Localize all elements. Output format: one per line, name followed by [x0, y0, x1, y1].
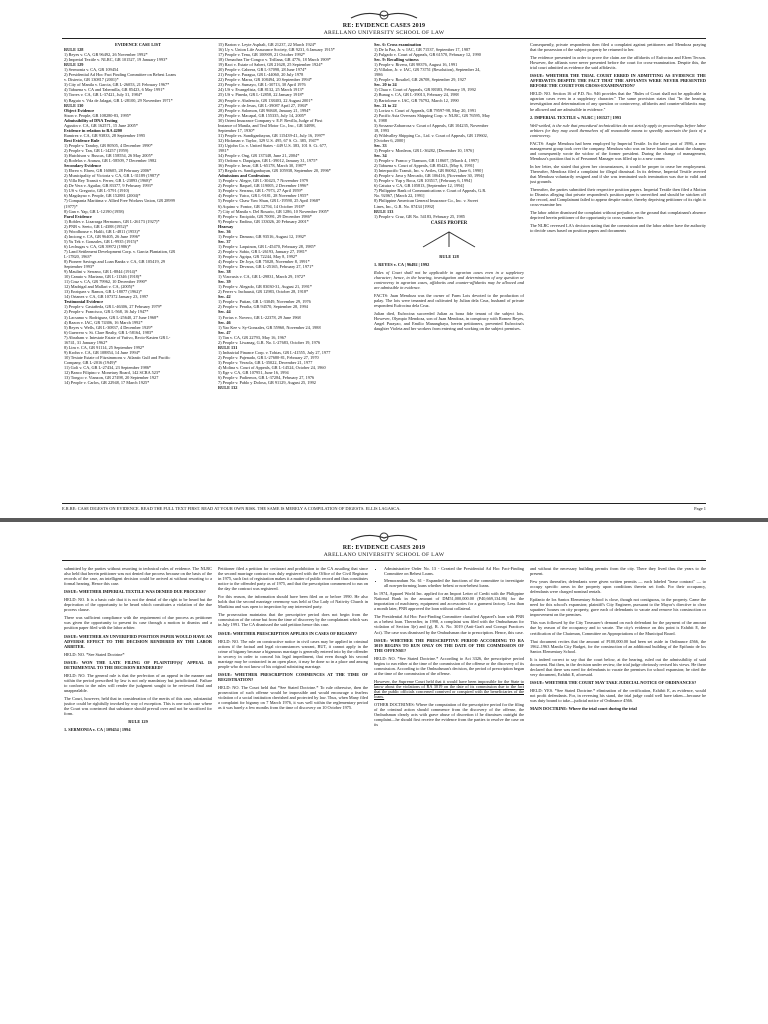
digest-paragraph: There was sufficient compliance with the requirement of due process as petitioner was given the opportunity to present its case through a motion to dismiss and a position paper filed with the labor arbiter. [64, 615, 212, 631]
digest-paragraph: Well-settled, is the rule that procedural technicalities do not strictly apply to proceedings before labor arbiters for they may avail themselves of all reasonable means to speedily ascertain the facts of a controversy. [530, 122, 706, 138]
case-list-entry: 6) Lechugas v. CA, GR 39972 (1986)* [64, 243, 131, 249]
section-heading: Admissions and Confessions [218, 173, 270, 179]
section-heading: Sec. 42 [218, 294, 231, 300]
section-heading: ISSUE: WHETHER THE TRIAL COURT ERRED IN ADMITTING AS EVIDENCE THE AFFIDAVITS DESPITE THE FACT THAT THE AFFIANTS WERE NEVER PRESENTED BEFORE THE COURT FOR CROSS-EXAMINATION? [530, 73, 706, 89]
case-list-entry: 12) Banco Filipino v. Monetary Board, 142 SCRA 523* [64, 370, 161, 376]
case-list-entry: 4) Tabuena v. CA and Tabernilla, GR 85423, 6 May 1991* [64, 87, 165, 93]
section-heading: Sec. 47 [218, 329, 231, 335]
digest-paragraph: In 1974, Apparel World Inc. applied for an Import Letter of Credit with the Philippine National Bank in the amount of DM51,000,000.00 (P40,669,134.86) for the importation of machinery, equipment and accessories for a garment factory. Less than a month later, PNB approved the loan without collateral. [374, 591, 524, 612]
case-list-entry: 33) Upjohn Co. v. United States - 449 U.S. 383, 101 S. Ct. 677, [218, 142, 328, 148]
case-list-entry: 26) People v. Abalencio, GR 138403, 22 August 2001* [218, 97, 313, 103]
case-list-entry: 4) Rodelas v. Aranza, GR L-58509, 7 December 1982 [64, 158, 157, 164]
section-heading: Sec. 39 [218, 279, 231, 285]
digest-paragraph: HELD: YES. *See Stated Doctrine.* elimination of the certification, Exhibit E, as evidence, would not profit defendants. For, in reversing his stand, the trial judge could well have taken—because he was duty bound to take—judicial notice of Ordinance 4566. [530, 687, 706, 704]
cases-proper-diagram-icon [419, 229, 479, 251]
case-list-entry: 1) Robles v. Lizarraga Hermanos, GR L-26173 (1927)* [64, 218, 160, 224]
case-list-entry: 2) Bunag v. CA, GR L-39013, February 24, 1988 [374, 92, 459, 98]
case-list-entry: 7) Abraham v. Intestate Estate of Yutivo, Recto-Kasten GR L- [64, 334, 171, 340]
section-heading: ISSUE: WHETHER PRESCRIPTION COMMENCES AT THE TIME OF REGISTRATION? [218, 671, 368, 682]
digest-paragraph: HELD: NO. *See Stated Doctrine.* According to Act 3326, the prescriptive period begins to run either at the time of the commission of the offense or the discovery of its commission. According to the Ombudsman's decision, the period of prescription began at the time of the commission of the offense. [374, 655, 524, 676]
case-list-entry: 28) People v. Salomon, GR 96848, January 21, 1994* [218, 107, 311, 113]
bullet-item: • Administrative Order No. 13 - Created the Presidential Ad Hoc Fact-Finding Committee on Behest Loans. [384, 566, 524, 576]
section-heading: RULE 131 [218, 344, 238, 350]
footer-disclaimer: E.R.RE: CASE DIGESTS ON EVIDENCE. READ THE FULL TEXT FIRST. READ AT YOUR OWN RISK. THE SAME IS MERELY A COMPILATION OF DIGESTS. ELLIS LAGASCA. [62, 506, 401, 511]
rule-128-heading: RULE 128 [439, 253, 459, 259]
case-list-entry: 31) People vs. Sandiganbayan, GR 115439-41, July 16, 1997* [218, 132, 326, 138]
section-heading: EVIDENCE CASE LIST [114, 42, 162, 47]
header-divider [62, 38, 706, 39]
section-heading: RULE 128 [64, 47, 84, 53]
section-heading: Testimonial Evidence [64, 299, 104, 305]
case-list-entry: 32) Hickman v. Taylor, 329 U.S. 495, 67 S. Ct. 385, 1947* [218, 137, 319, 143]
section-heading: Sec. 44 [218, 309, 231, 315]
case-list-entry: 3) People v. Serrano, GR L-7973, 27 April 1959* [218, 188, 303, 194]
digest-paragraph: Petitioner filed a petition for certiorari and prohibition to the CA assailing that since the second marriage contract was duly registered with the Office of the Civil Registrar in 1975, such fact of registration makes it a matter of public record and thus constitutes notice to the offended party as of 1975, and that the prescription commenced to run on the day the contract was registered. [218, 566, 368, 592]
case-list-entry: 7) People v. Pablo y Dolosa, GR 91129, August 25, 1992 [218, 380, 316, 386]
digest-paragraph: and without the necessary building permits from the city. There they lived thru the years to the present. [530, 566, 706, 577]
case-list-entry: 4) Razon v. IAC, GR 74306, 16 March 1992* [64, 319, 143, 325]
case-list-entry: 3) Bartolome v. IAC, GR 76792, March 12, 1990 [374, 97, 459, 103]
digest-paragraph: The Court, however, held that in consideration of the merits of this case, substantial justice could be rightfully invoked by way of exception. This is one such case where the Court was convinced that substance should prevail over and not be sacrificed for form. [64, 695, 212, 717]
case-list-entry: 4) People v. Yatco, GR L-9181, 28 November 1955* [218, 193, 309, 199]
case-list-entry: 30) Orient Insurance Company v. E.P. Revilla, Judge of First [218, 117, 323, 123]
case-syllabus: Rules of Court shall not be applicable in agrarian cases even in a suppletory character; hence, in the hearing, investigation and determination of any question or controversy in agrarian cases, affidavits and counter-affidavits may be allowed and are admissible in evidence. [374, 269, 524, 290]
case-list-entry: 2) Municipality of Victoria v. CA, GR L-31189 (1987)* [64, 173, 160, 179]
case-list-entry: 5) Reyes v. Wells, GR L-30837, 4 December 1929* [64, 324, 153, 330]
digest-paragraph: This was followed by the City Treasurer's demand on each defendant for the payment of the amount due by reason of the occupancy and to vacate. The city's evidence on this point is Exhibit E, the certification of the Chairman, Committee on Appropriations of the Municipal Board. [530, 620, 706, 636]
section-heading: Sec. 6: Cross examination [374, 42, 422, 47]
section-heading: RULE 130 [64, 102, 84, 108]
case-list-entry: 11) Cruz v. CA, GR 79962, 10 December 1990* [64, 279, 147, 285]
case-list-entry: 2) Fulgado v. Court of Appeals, GR 61570, February 12, 1990 [374, 52, 481, 58]
case-list-entry: 16) Uy v. Union Life Assurance Society, GR 9231, 6 January 1915* [218, 47, 335, 53]
header-divider [62, 560, 706, 561]
section-heading: ISSUE: WHETHER IMPERIAL TEXTILE WAS DENIED DUE PROCESS? [64, 589, 206, 595]
case-list-entry: 12) Madrigal and Mallari v. CA, (2005)* [64, 284, 135, 290]
case-list-entry: 2) People v. Sabio, GR L-26193, January 27, 1981* [218, 248, 307, 254]
header-school: ARELLANO UNIVERSITY SCHOOL OF LAW [323, 552, 445, 558]
case-list-entry: 1981* [218, 147, 229, 153]
case-list-entry: 36) People v. Invar, GR L-65178, March 30, 1987* [218, 163, 307, 169]
case-list-entry: 1) People v. Damaso, GR 93516, August 12, 1992* [218, 233, 307, 239]
footer-divider [62, 503, 706, 504]
digest-paragraph: For this reason, the information should have been filed on or before 1990. He also holds that the second marriage ceremony was held at Our Lady of Nativity Church in Marikina and was open to inspection by any interested party. [218, 594, 368, 610]
case-list-entry: v. Disierto, GR 130817 (2001)* [64, 77, 119, 83]
case-list-entry: 1) People v. Tandoy, GR 80505, 4 December 1990* [64, 142, 153, 148]
case-list-entry: 1) People v. Laquinon, GR L-45470, February 28, 1985* [218, 243, 316, 249]
university-seal-icon [349, 8, 419, 22]
committee-bullet-list [374, 566, 524, 588]
case-list-entry: 2) Imperial Textile v. NLRC, GR 101527, 19 January 1993* [64, 57, 168, 63]
case-list-entry: 5) People v. Yap y Boca, GR 103517, [February 6, 1994] [374, 178, 472, 184]
case-list-entry: 3) Woodhouse v. Halili, GR L-4811 (1953)* [64, 228, 140, 234]
case-list-entry: 1) People v. Franco y Tiamson, GR 118607, [March 4, 1997] [374, 158, 479, 164]
case-list-entry: 2) PNB v. Seeto, GR L-4388 (1952)* [64, 223, 129, 229]
case-list-column-2 [218, 42, 368, 500]
section-heading: ISSUE: WHETHER PRESCRIPTION APPLIES IN CASES OF BIGAMY? [218, 630, 358, 636]
case-list-entry: 2) People v. Raquel, GR 119005, 2 December 1996* [218, 183, 309, 189]
case-list-entry: 23) People v. Sumayo, GR L-30713, 30 April 1976 [218, 82, 306, 88]
case-digest-column-4 [530, 42, 706, 500]
digest-column-1 [64, 566, 212, 1020]
case-list-entry: 11) Goli v. CA, GR L-27434, 23 September 1986* [64, 365, 152, 370]
university-seal-icon [349, 530, 419, 544]
case-facts: FACTS: Juan Mendoza was the owner of Farm Lots devoted to the production of palay. The lots were tenanted and cultivated by Julian dela Cruz, husband of private respondent Eufrocina dela Cruz. [374, 292, 524, 309]
digest-paragraph: OTHER DOCTRINES: Where the computation of the prescriptive period for the filing of the criminal action should commence from the discovery of the offense, the Ombudsman clearly acts with grave abuse of discretion if he dismisses outright the complaint—he should first receive the evidence from the parties to resolve the case on its [374, 702, 524, 728]
document-page-2 [0, 522, 768, 1024]
case-list-entry: 5) Ege v. CA, GR 107951, June 16, 1994 [218, 370, 289, 376]
case-list-entry: 3) Sossano-Zabarrosa v. Court of Appeals, GR 104235, November [374, 122, 489, 128]
case-list-entry: 3) Hutchison v. Buscas, GR 158554, 26 May 2005* [64, 153, 153, 159]
section-heading: Object Evidence [64, 107, 95, 113]
case-list-entry: 1) People v. Cruz, GR No. 54183, February 25, 1985 [374, 213, 465, 219]
section-heading: Sec. 20 to 24 [374, 82, 397, 88]
section-heading: RULE 129 [128, 719, 148, 725]
case-list-entry: 1) Reyes v. CA, GR 96492, 26 November 1992* [64, 52, 148, 58]
case-list-entry: 13) Enriquez v. Ramos, GR L-18077 (1962)* [64, 289, 143, 295]
case-list-entry: 1) Ebreo v. Ebreo, GR 160605, 28 February 2006* [64, 168, 152, 174]
section-heading: 2. IMPERIAL TEXTILE v. NLRC | 101527 | 1993 [530, 114, 622, 120]
digest-paragraph: submitted by the parties without resorting to technical rules of evidence. The NLRC also held that herein petitioner was not denied due process because on the basis of the records of the case, an intelligent decision could be arrived at without resorting to a formal hearing. Hence this case. [64, 566, 212, 587]
case-list-entry: 19) Ract v. Estate of Sabert, GR 21628, 25 September 1924* [218, 62, 323, 68]
case-list-entry: 1) People v. Castañeda, GR L-46306, 27 February 1979* [64, 304, 162, 310]
section-heading: Parol Evidence [64, 213, 92, 219]
case-list-column-3 [374, 42, 524, 500]
section-heading: ISSUE: WHETHER THE COURT MAY TAKE JUDICIAL NOTICE OF ORDINANCES? [530, 679, 697, 685]
section-heading: RULE 129 [64, 62, 84, 68]
digest-paragraph: However, the Supreme Court held that it would have been impossible for the State to know about the violations of RA 3019 on the date of its commission due to the fact that the public officials concerned connived or conspired with the beneficiaries of the loans. [374, 678, 524, 700]
case-list-entry: 2) Presidential Ad Hoc Fact Finding Committee on Behest Loans [64, 72, 177, 78]
case-list-entry: 16741, 31 January 1962* [64, 339, 108, 345]
case-list-entry: 3) Interpacific Transit, Inc. v. Aviles, GR 86062, [June 6, 1990] [374, 168, 483, 174]
case-list-entry: 27) People v. de Jesus, GR L-39087 April 27, 1984* [218, 102, 308, 108]
case-list-entry: Ramirez v. CA, GR 93833, 28 September 1995 [64, 132, 146, 138]
case-list-entry: 25) US v. Pineda, GR L-12858, 22 January 1918* [218, 92, 304, 98]
case-list-entry: 8) Gan v. Yap, GR L-12190 (1958) [64, 208, 124, 214]
case-list-entry: 1) People v. Putian, GR L-33049, November 29, 1976 [218, 299, 311, 305]
case-list-entry: 1) Yao Kee v. Sy-Gonzales, GR 55960, November 24, 1988 [218, 324, 321, 330]
case-list-entry: 2) People v. Peralta, GR 94570, September 28, 1994 [218, 304, 308, 310]
case-list-entry: 6) Catuira v. CA, GR 105813, [September 12, 1994] [374, 183, 464, 189]
case-list-entry: Agustin v. CA, GR 162571, 15 June 2005* [64, 122, 138, 128]
case-list-entry: Lines, Inc., G.R. No. 87434 [1992] [374, 203, 435, 209]
case-list-entry: 7) City of Manila v. Del Rosario, GR 1286, 10 November 1905* [218, 208, 329, 214]
case-list-entry: 1) De la Paz, Jr. v. IAC, GR 71537, September 17, 1987 [374, 47, 471, 53]
case-list-entry: 9) Krohn v. CA, GR 108854, 14 June 1994* [64, 349, 140, 355]
section-heading: ISSUE: WHETHER THE PRESCRIPTIVE PERIOD ACCORDING TO RA 3019 BEGINS TO RUN ONLY ON THE DATE OF THE COMMISSION OF THE OFFENSE? [374, 637, 524, 653]
section-heading: Sec. 46 [218, 319, 231, 325]
section-heading: Sec. 36 [218, 228, 231, 234]
case-list-entry: 6, 1988 [374, 117, 387, 123]
case-list-entry: 4) Wildvalley Shipping Co., Ltd. v. Court of Appeals, GR 119602, [374, 132, 488, 138]
case-list-entry: 7) Land Settlement Development Corp. v. Garcia Plantation, GR [64, 248, 176, 254]
case-list-entry: 3) People v. Verzola, GR L-35022, December 21, 1977 [218, 359, 313, 365]
case-list-entry: No. 92067, [March 22, 1991] [374, 193, 425, 199]
case-list-entry: 9) People v. Endino, GR 133026, 20 February 2001* [218, 218, 309, 224]
section-heading: ISSUE: WHETHER AN UNVERIFIED POSITION PAPER WOULD HAVE AN ADVERSE EFFECT TO THE DECISION RENDERED BY THE LABOR ARBITER. [64, 633, 212, 649]
case-list-entry: 10) Canuto v. Mariano, GR L-11346 (1918)* [64, 274, 142, 280]
case-list-entry: 7) Compania Maritima v. Allied Free Workers Union, GR 28999 [64, 198, 175, 204]
case-list-entry: 4) Molina v. Court of Appeals, GR L-14524, October 24, 1960 [218, 365, 326, 370]
case-list-entry: 21) People v. Paragsa, GR L-44060, 20 July 1978 [218, 72, 304, 78]
case-list-entry: 6) Baguio v. Vda de Jalagat, GR L-28100, 29 November 1971* [64, 97, 173, 103]
case-list-entry: 6) Magdayao v. People, GR 152881 (2004)* [64, 193, 141, 199]
digest-paragraph: FACTS: Angie Mendoza had been employed by Imperial Textile. In the latter part of 1986, a new management group took over the company. Mendoza who was on leave found out about the changes and consequently wrote the widow of the former president. During the change of management, Mendoza's position that is of Personnel Manager was filled up to a new comer. [530, 140, 706, 161]
case-facts-paragraph: Julian died, Eufrocina succeeded Julian as bona fide tenant of the subject lots. However, Olympio Mendoza, son of Juan Mendoza, in conspiracy with Romeo Reyes, Angel Parayao, and Emilio Manangbaya, herein petitioners, prevented Eufrocina's daughter Violeta and her workers from entering and working on the subject premises. [374, 311, 524, 332]
case-list-entry: 8) Philippine American General Insurance Co., Inc. v. Sweet [374, 198, 479, 204]
case-list-entry: 20) People v. Cabrera, GR L-37098, 28 June 1974* [218, 67, 307, 73]
digest-paragraph: HELD: NO. Section 16 of P.D. No. 946 provides that the "Rules of Court shall not be applicable in agrarian cases even in a suppletory character." The same provision states that "In the hearing, investigation and determination of any question or controversy, affidavits and counter-affidavits may be allowed and are admissible in evidence." [530, 91, 706, 112]
case-heading: 1. REYES v. CA | 96492 | 1992 [374, 261, 430, 267]
case-list-entry: 3) Villa Rey Transit v. Ferrer, GR L-23893 (1968)* [64, 178, 153, 184]
case-list-entry: 2) Villalon, Jr. v. IAC, GR 73751 (Resolution), September 24, [374, 67, 481, 73]
case-list-entry: 1) Industrial Finance Corp. v. Tobias, GR L-41555, July 27, 1977 [218, 349, 331, 355]
case-list-entry: 4) People v. De Joya, GR 75028, November 8, 1991* [218, 259, 310, 265]
case-list-entry: 1) Chua v. Court of Appeals, GR 88383, February 19, 1992 [374, 87, 476, 93]
digest-paragraph: Consequently, private respondents then filed a complaint against petitioners and Mendoza praying that the possession of the subject property be returned to her. [530, 42, 706, 53]
case-list-entry: 22) People v. Marra, GR 108494, 20 September 1994* [218, 77, 312, 83]
digest-paragraph: HELD: NO. The general rule is that the perfection of an appeal in the manner and within the period prescribed by law is not only mandatory but jurisdictional. Failure to conform to the rules will render the judgment sought to be reviewed final and unappealable. [64, 672, 212, 693]
case-list-entry: 6) Guerrero v. St. Clare Realty, GR L-58164, 1983* [64, 329, 154, 335]
case-list-entry: 18, 1993 [374, 127, 390, 133]
section-heading: Sec. 21 to 22 [374, 102, 397, 108]
case-list-entry: 29) People v. Macapal, GR 155335, July 14, 2005* [218, 112, 307, 118]
digest-paragraph: The prosecution maintains that the prescriptive period does not begin from the commission of the crime but from the time of discovery by the complainant which was in July 1991. The CA dismissed the said petition hence this case. [218, 612, 368, 628]
header-school: ARELLANO UNIVERSITY SCHOOL OF LAW [323, 30, 445, 36]
section-heading: Sec. 33 [374, 142, 387, 148]
section-heading: Sec. 38 [218, 269, 231, 275]
case-list-entry: 6) People v. Padiernos, GR L-37284, February 27, 1976 [218, 375, 315, 381]
digest-column-3 [374, 566, 524, 1020]
digest-paragraph: The evidence presented in order to prove the claim are the affidavits of Eufrocina and Efren Tecson. However, the affiants were never presented before the court for cross-examination. Despite this, the trial court admitted as evidence the said affidavits. [530, 55, 706, 71]
digest-paragraph: The labor arbiter dismissed the complaint without prejudice, on the ground that complainant's absence deprived herein petitioner of the opportunity to cross examine her. [530, 210, 706, 221]
section-heading: Secondary Evidence [64, 163, 102, 169]
case-list-entry: 1) People v. Monleon, GR L-36282, [December 10, 1976] [374, 147, 474, 153]
digest-column-4 [530, 566, 706, 1020]
section-heading: Sec. 9: Recalling witness [374, 57, 419, 63]
section-heading: MAIN DOCTRINE: Where the trial court during the trial [530, 706, 637, 712]
section-heading: Hearsay [218, 223, 234, 229]
case-list-entry: 7) Philippine Bank of Communications v. Court of Appeals, G.R. [374, 188, 487, 194]
digest-paragraph: HELD: NO. The Court held that *See Stated Doctrine.* To rule otherwise, then the prosecution of such offense would be impossible and would encourage a fearless violation of a social institution cherished and protected by law. Thus, when Many filed a complaint for bigamy on 7 March 1976, it was well within the reglementary period as it was barely a few months from the time of discovery on 10 October 1975. [218, 684, 368, 711]
section-heading: Sec. 37 [218, 238, 231, 244]
case-list-entry: 18) Ormachea Tin-Congco v. Trillana, GR 4776, 18 March 1909* [218, 57, 331, 63]
digest-paragraph: Thereafter, the parties submitted their respective position papers. Imperial Textile then filed a Motion to Dismiss alleging that private respondent's position paper is unverified and should be stricken off the record, and Complainant failed to appear despite notice, thereby depriving petitioner of its right to cross-examine her. [530, 187, 706, 208]
case-list-entry: 8) Lim v. CA, GR 91114, 25 September 1992* [64, 344, 145, 350]
case-list-entry: 4) People v. Java y Mercado, GR 106416, [November 30, 1994] [374, 173, 484, 179]
case-list-entry: 10) Testate Estate of Fitzsimmons v. Atlantic Gulf and Pacific [64, 354, 171, 360]
digest-paragraph: HELD: NO. *See Stated Doctrine* [64, 651, 125, 657]
case-list-entry: 4) De Vera v. Aguilar, GR 83377, 9 February 1993* [64, 183, 153, 189]
section-heading: ISSUE: WON THE LATE FILING OF PLAINTIFF(S)' APPEAL IS DETRIMENTAL TO THE DECISION RENDERED? [64, 659, 212, 670]
case-list-entry: 14) People v. Carlos, GR 22948, 17 March 1925* [64, 380, 150, 386]
case-list-entry: 9) Maulini v. Serrano, GR L-8844 (1914)* [64, 269, 138, 275]
case-list-entry: 2) People v. Tan, GR L-14257 (1959) [64, 147, 129, 153]
case-list-entry: Company, GR L-2016 (1949)* [64, 359, 117, 365]
case-list-entry: 5) Yu Tek v. Gonzales, GR L-9935 (1915)* [64, 238, 139, 244]
case-list-entry: 1) Viacrusis v. CA, GR L-29831, March 29, 1972* [218, 274, 306, 280]
case-list-entry: 3) People v. Rosaliel, GR 26708, September 29, 1927 [374, 77, 467, 83]
case-list-entry: 5) US v. Gregorio, GR L-5791 (1910) [64, 188, 130, 194]
section-heading: RULE 133 [374, 208, 394, 214]
digest-paragraph: The Presidential Ad Hoc Fact-Finding Committee classified Apparel's loan with PNB as a behest loan. Thereafter, in 1998, a complaint was filed with the Ombudsman for violation of Section 3(e) and (g), R. A. No. 3019 (Anti-Graft and Corrupt Practices Act). The case was dismissed by the Ombudsman due to prescription. Hence, this case. [374, 614, 524, 635]
case-list-entry: 37) Regala vs. Sandiganbayan, GR 105938, September 20, 1996* [218, 168, 331, 174]
case-list-entry: 15) Barton v. Leyte Asphalt, GR 21237, 22 March 1924* [218, 42, 317, 47]
case-list-entry: 1) People v. Rivera, GR 98376, August 16, 1991 [374, 62, 458, 68]
case-list-entry: L-17820, 1963* [64, 253, 92, 259]
case-list-entry: 2) Pacific Asia Overseas Shipping Corp. v. NLRC, GR 76595, May [374, 112, 490, 118]
case-list-entry: 1) People v. Alegado, GR 83030-31, August 21, 1991* [218, 284, 313, 290]
case-list-entry: 13) Tongco v. Vianzon, GR 27498, 20 September 1927 [64, 375, 159, 381]
case-list-entry: 1) People v. Alegre, GR L-30423, 7 November 1979 [218, 178, 309, 184]
case-list-entry: 24) US v. Evangelista, GR 8132, 25 March 1913* [218, 87, 304, 93]
case-list-entry: 35) Ordono v. Daquigan, GR L-39012, January 31, 1975* [218, 158, 318, 164]
case-list-entry: 5) People v. Devaras, GR L-25165, February 27, 1971* [218, 264, 314, 270]
digest-paragraph: HELD: NO. The rule on constructive notice in civil cases may be applied in criminal actions if the factual and legal circumstances warrant, BUT, it cannot apply in the crime of bigamy because a bigamous marriage is generally entered into by the offender in secrecy in order to conceal his legal impediment, that even though his second marriage may be contracted in an open place, it may be done so in a place and among people who do not know of his original subsisting marriage. [218, 638, 368, 669]
case-list-entry: 3) City of Manila v. Garcia, GR L-26053, 21 February 1967* [64, 82, 170, 88]
section-heading: RULE 132 [218, 385, 238, 391]
digest-paragraph: Epifanio de los Santos Elementary School is close, though not contiguous, to the property. Came the need for this school's expansion; plaintiff's City Engineer, pursuant to the Mayor's directive to clear squatters' houses on city property, gave each of defendants to vacate and remove his construction or improvement on the premises. [530, 597, 706, 618]
case-list-entry: 1) Loriza v. Court of Appeals, GR 79597-98, May 20, 1991 [374, 107, 477, 113]
case-list-entry: 14) Ortanez v. CA, GR 107372 January 23, 1997 [64, 294, 149, 300]
section-heading: 1. SERMONIA v. CA | 109454 | 1994 [64, 727, 131, 733]
digest-paragraph: HELD: NO. It is a basic rule that it is not the denial of the right to be heard but the deprivation of the opportunity to be heard which constitutes a violation of the due process clause. [64, 597, 212, 613]
section-heading: Admissibility of DNA Testing [64, 117, 118, 123]
case-list-entry: Sison v. People, GR 108280-83, 1995* [64, 112, 132, 118]
case-list-entry: 2) People v. Liwanag, G.R. No. L-27683, October 19, 1976 [218, 339, 321, 345]
digest-paragraph: It is indeed correct to say that the court below, at the hearing, ruled out the admissibility of said document. But then, in the decision under review, the trial judge obviously revised his views. He there declared that there was need for defendants to vacate the premises for school expansion; he cited the very document, Exhibit E, aforesaid. [530, 656, 706, 677]
case-list-entry: September 17, 1930* [218, 127, 255, 133]
case-list-entry: 5) People v. Chaw Yaw Shun, GR L-19590, 25 April 1968* [218, 198, 321, 204]
header-title: RE: EVIDENCE CASES 2019 [342, 23, 426, 29]
case-list-entry: 1) Tan v. CA, GR 22793, May 16, 1967 [218, 334, 287, 340]
case-list-entry: 3) People v. Agripa, GR 72244, May 8, 1992* [218, 253, 298, 259]
bullet-item: • Memorandum No. 61 - Expanded the functions of the committee to investigate all non-performing loans whether behest or non-behest loans. [384, 578, 524, 588]
case-list-entry: 1) Fortus v. Novero, GR L-22378, 29 June 1968 [218, 314, 301, 320]
case-list-entry: 2) People v. Pajenado, GR L-27680-81, February 27, 1970 [218, 354, 319, 360]
digest-column-2 [218, 566, 368, 1020]
case-list-entry: 1) Sermonia v. CA, GR 109454 [64, 67, 119, 73]
digest-paragraph: The NLRC reversed LA's decision stating that the commission and the labor arbiter have the authority to decide cases based on position papers and documents [530, 223, 706, 234]
case-list-entry: 2) Tabuena v. Court of Appeals, GR 85423, [May 6, 1991] [374, 163, 475, 169]
digest-paragraph: Few years thereafter, defendants were given written permits — each labeled "lease contract" — to occupy specific areas in the property upon conditions therein set forth. For their occupancy, defendants were charged nominal rentals. [530, 579, 706, 595]
case-list-entry: September 1993* [64, 264, 95, 270]
digest-paragraph: In her letter, she stated that given her circumstances, it would be proper to cease her employment. Thereafter, Mendoza filed a complaint for illegal dismissal. In its defense, Imperial Textile averred that Mendoza voluntarily resigned and if she was terminated such termination was due to valid and just grounds. [530, 163, 706, 185]
case-list-entry: 17) People v. Tena, GR 100909, 21 October 1992* [218, 52, 306, 58]
section-heading: Best Evidence Rule [64, 137, 100, 143]
case-list-entry: 4) Inciong v. CA, GR 96405, 26 June 1996* [64, 233, 140, 239]
case-list-entry: 34) People v. Ong, GR 137348, June 21, 2004* [218, 153, 300, 159]
cases-proper-title: CASES PROPER [430, 220, 468, 226]
case-list-entry: 6) Aquino v. Fontor, GR 12794, 14 October 1918* [218, 203, 305, 209]
page-number: Page 1 [694, 506, 706, 511]
digest-paragraph: That document recites that the amount of P100,000.00 had been set aside in Ordinance 4566, the 1962–1963 Manila City Budget, for the construction of an additional building of the Epifanio de los Santos Elementary School. [530, 638, 706, 654]
case-list-entry: (1977)* [64, 203, 78, 209]
case-list-entry: 3) Lacsamo v. Rodriguez, GR L-25640, 27 June 1968* [64, 314, 159, 320]
case-list-entry: 1986 [374, 72, 383, 78]
case-list-entry: [October 6, 2000] [374, 137, 405, 143]
section-heading: Sec. 34 [374, 153, 387, 159]
case-list-entry: 8) People v. Encipido, GR 70091, 29 December 1986* [218, 213, 312, 219]
case-list-entry: 5) Torres v. CA, GR L-37421, July 31, 1984* [64, 92, 143, 98]
case-list-entry: Instance of Manila, and Teal Motor Co., Inc., GR 34098, [218, 122, 316, 128]
case-list-column-1 [64, 42, 212, 500]
header-title: RE: EVIDENCE CASES 2019 [342, 545, 426, 551]
case-list-entry: 8) Pioneer Savings and Loan Banks v. CA, GR 105419, 29 [64, 259, 166, 265]
case-list-entry: 2) Ferrer v. Inchausti, GR 12983, October 28, 1918* [218, 289, 309, 295]
case-list-entry: 2) People v. Francisco, GR L-568, 16 July 1947* [64, 309, 149, 315]
section-heading: Evidence in relation to RA 4200 [64, 127, 123, 133]
